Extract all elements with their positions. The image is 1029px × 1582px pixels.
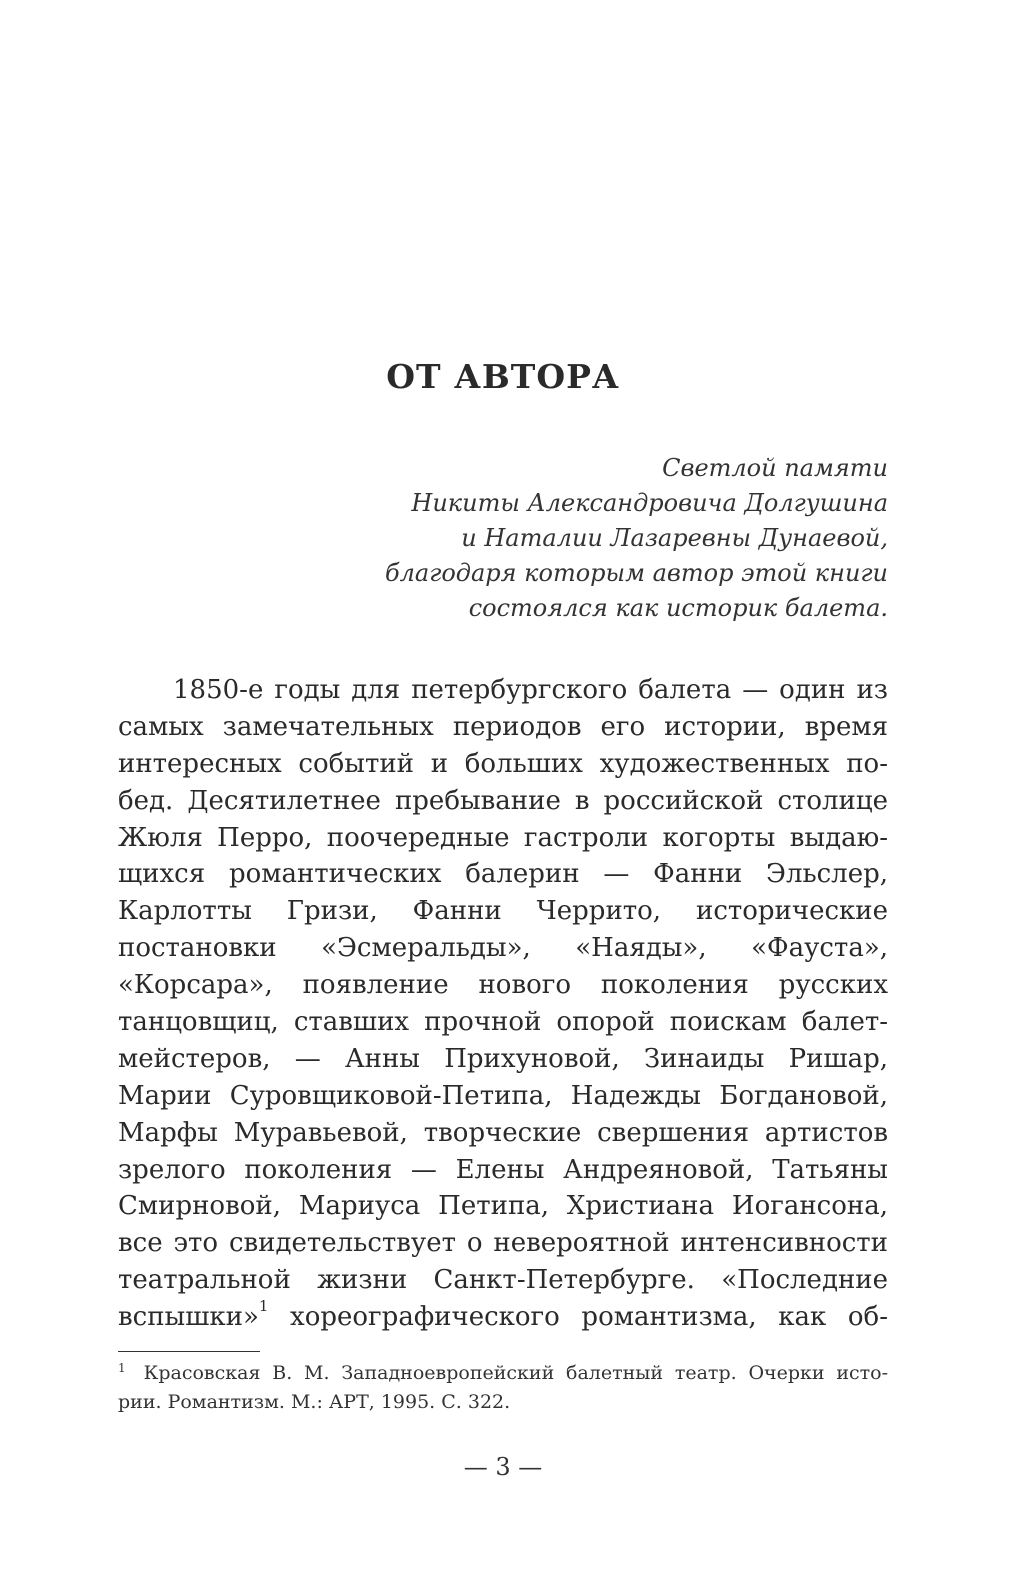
body-line: щихся романтических балерин — Фанни Эльслер, [118, 859, 888, 890]
body-line: мейстеров, — Анны Прихуновой, Зинаиды Ришар, [118, 1043, 888, 1074]
chapter-title: ОТ АВТОРА [386, 357, 620, 396]
body-line: зрелого поколения — Елены Андреяновой, Татьяны [118, 1154, 888, 1185]
dedication-line: состоялся как историк балета. [468, 594, 888, 622]
body-line: 1850-е годы для петербургского балета — один из [173, 675, 888, 705]
body-line-start: вспышки» [118, 1302, 259, 1333]
page-number: — 3 — [463, 1453, 543, 1481]
footnote-separator [118, 1351, 260, 1352]
body-line-with-footnote-ref [118, 1299, 888, 1336]
footnote [118, 1360, 888, 1416]
book-page [118, 0, 888, 1582]
body-line: Смирновой, Мариуса Петипа, Христиана Иогансона, [118, 1191, 888, 1222]
body-line: «Корсара», появление нового поколения русских [118, 970, 888, 1001]
body-line: танцовщиц, ставших прочной опорой поискам балет- [118, 1007, 888, 1038]
dedication-line: благодаря которым автор этой книги [384, 559, 888, 587]
dedication [188, 451, 888, 626]
body-line: театральной жизни Санкт-Петербурге. «Последние [118, 1265, 888, 1296]
dedication-line: и Наталии Лазаревны Дунаевой, [461, 524, 888, 552]
footnote-text: Красовская В. М. Западноевропейский балетный театр. Очерки исто- [143, 1362, 888, 1384]
body-line: Жюля Перро, поочередные гастроли когорты выдаю- [118, 822, 888, 853]
body-line: интересных событий и больших художественных по- [118, 748, 888, 779]
body-line: постановки «Эсмеральды», «Наяды», «Фауста», [118, 933, 888, 964]
body-line: Карлотты Гризи, Фанни Черрито, исторические [118, 896, 888, 927]
footnote-mark: 1 [118, 1361, 126, 1375]
dedication-line: Никиты Александровича Долгушина [411, 489, 888, 517]
body-line: бед. Десятилетнее пребывание в российской столице [118, 785, 888, 816]
body-paragraph [118, 672, 888, 1336]
footnote-reference[interactable]: 1 [258, 1297, 269, 1316]
footnote-line [118, 1360, 888, 1389]
dedication-line: Светлой памяти [662, 454, 888, 482]
body-line: все это свидетельствует о невероятной интенсивности [118, 1228, 888, 1259]
body-line-end: хореографического романтизма, как об- [268, 1302, 888, 1333]
body-line: Марии Суровщиковой-Петипа, Надежды Богдановой, [118, 1080, 888, 1111]
body-line: Марфы Муравьевой, творческие свершения артистов [118, 1117, 888, 1148]
body-line: самых замечательных периодов его истории, время [118, 711, 888, 742]
footnote-line: рии. Романтизм. М.: АРТ, 1995. С. 322. [118, 1391, 511, 1413]
